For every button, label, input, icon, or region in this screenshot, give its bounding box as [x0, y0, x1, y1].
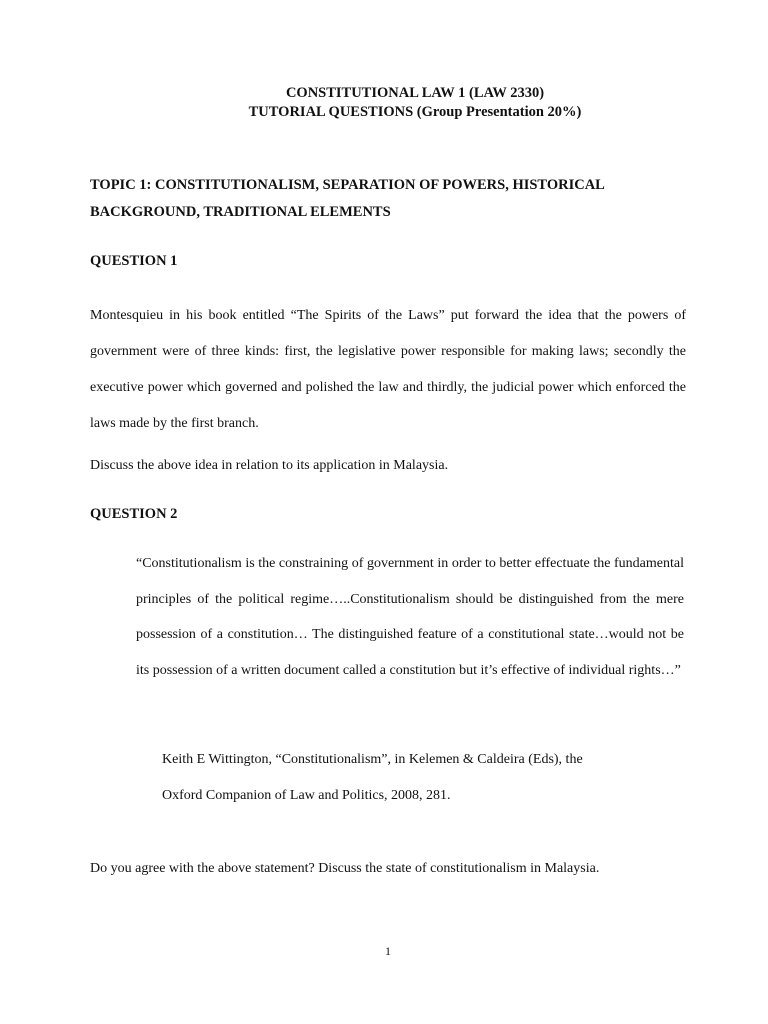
citation-line-2: Oxford Companion of Law and Politics, 2008, 281.: [162, 788, 451, 803]
citation-line-1: Keith E Wittington, “Constitutionalism”, in Kelemen & Caldeira (Eds), the: [162, 752, 583, 767]
page-number: 1: [385, 944, 391, 958]
course-title: CONSTITUTIONAL LAW 1 (LAW 2330): [285, 85, 545, 101]
tutorial-subtitle: TUTORIAL QUESTIONS (Group Presentation 20%): [248, 104, 582, 120]
question-2-task: Do you agree with the above statement? Discuss the state of constitutionalism in Malaysia.: [90, 861, 600, 876]
document-title: [0, 84, 768, 122]
question-2-quote: “Constitutionalism is the constraining of government in order to better effectuate the fundamental principles of the political regime…..Constitutionalism should be distinguished from the mere possession of a constitution… The distinguished feature of a constitutional state…would not be its possession of a written document called a constitution but it’s effective of individual rights…”: [136, 556, 684, 678]
question-1-paragraph: Montesquieu in his book entitled “The Spirits of the Laws” put forward the idea that the powers of government were of three kinds: first, the legislative power responsible for making laws; secondly the executive power which governed and polished the law and thirdly, the judicial power which enforced the laws made by the first branch.: [90, 308, 686, 431]
question-1-task: Discuss the above idea in relation to its application in Malaysia.: [90, 458, 449, 473]
question-2-heading: QUESTION 2: [90, 506, 178, 522]
quote-citation: [162, 742, 702, 814]
question-1-heading: QUESTION 1: [90, 253, 178, 269]
topic-heading: TOPIC 1: CONSTITUTIONALISM, SEPARATION OF POWERS, HISTORICAL BACKGROUND, TRADITIONAL ELEMENTS: [90, 177, 605, 220]
